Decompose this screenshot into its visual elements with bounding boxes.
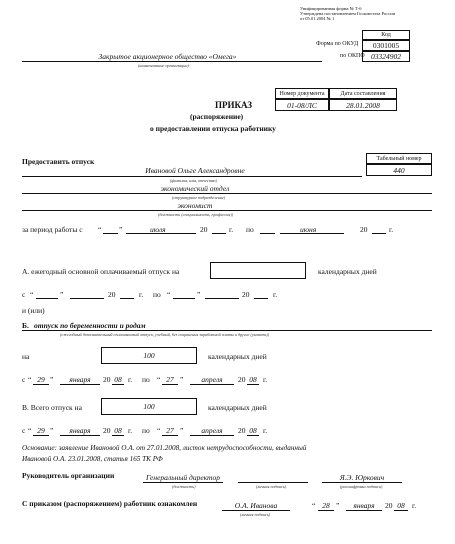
section-b-day1: 29 xyxy=(37,375,45,384)
head-sign-line xyxy=(238,482,308,483)
basis-line2: Ивановой О.А. 23.01.2008, статья 165 ТК РФ xyxy=(22,455,163,463)
section-v-days: 100 xyxy=(101,398,197,415)
acquainted-month-line xyxy=(346,510,382,511)
wp-g2: г. xyxy=(389,225,394,234)
section-v-y2-prefix: 20 xyxy=(238,426,246,435)
section-a-month2-line xyxy=(205,298,239,299)
wp-g1: г. xyxy=(229,225,234,234)
section-v-s: с xyxy=(22,426,26,435)
acquainted-month: января xyxy=(353,501,375,510)
okpo-label: по ОКПО xyxy=(340,53,365,59)
section-v-year2-line xyxy=(247,435,259,436)
section-a-days-box xyxy=(210,262,306,279)
head-name-line xyxy=(322,482,402,483)
form-header-line1: Унифицированная форма № Т-6 xyxy=(300,6,362,11)
section-b-day1-line xyxy=(33,384,49,385)
section-b-g2: г. xyxy=(263,375,268,384)
head-position-line xyxy=(143,482,223,483)
section-v-month2: апреля xyxy=(201,426,223,435)
section-b-days: 100 xyxy=(101,347,197,364)
acquainted-g: г. xyxy=(412,501,417,510)
section-v-month1-line xyxy=(60,435,100,436)
acquainted-sign-caption: (личная подпись) xyxy=(240,512,271,517)
section-a-s: с xyxy=(22,290,26,299)
section-v-day1: 29 xyxy=(37,426,45,435)
acquainted-label: С приказом (распоряжением) работник ознакомлен xyxy=(22,499,198,508)
section-a-g2: г. xyxy=(273,290,278,299)
employee-caption: (фамилия, имя, отчество) xyxy=(170,178,218,183)
section-v-label: В. Всего отпуск на xyxy=(22,403,82,412)
section-b-y1-prefix: 20 xyxy=(103,375,111,384)
organization-caption: (наименование организации) xyxy=(138,63,189,68)
section-v-g1: г. xyxy=(128,426,133,435)
head-position: Генеральный директор xyxy=(146,473,220,482)
and-or: и (или) xyxy=(22,306,45,315)
section-a-year2-line xyxy=(254,298,268,299)
tab-number: 440 xyxy=(366,164,432,176)
section-v-day1-line xyxy=(33,435,49,436)
wp-year2-prefix: 20 xyxy=(360,225,368,234)
doc-number: 01-08/ЛС xyxy=(275,99,329,111)
wp-year1-prefix: 20 xyxy=(200,225,208,234)
section-b-days-label: календарных дней xyxy=(208,352,267,361)
section-b-line xyxy=(22,330,432,331)
okud-label: Форма по ОКУД xyxy=(316,41,359,47)
section-v-y1-prefix: 20 xyxy=(103,426,111,435)
acquainted-sign-line xyxy=(222,510,290,511)
head-name: Я.Э. Юркович xyxy=(339,473,385,482)
section-v-g2: г. xyxy=(263,426,268,435)
form-header-line2: Утверждена постановлением Госкомстата России xyxy=(300,11,396,16)
section-v-year1: 08 xyxy=(114,426,122,435)
department-line xyxy=(22,193,432,194)
acquainted-day-line xyxy=(318,510,334,511)
employee-line xyxy=(22,176,362,177)
wp-year1-line xyxy=(212,233,226,234)
organization-line xyxy=(22,61,322,62)
section-a-label: А. ежегодный основной оплачиваемый отпуск на xyxy=(22,267,180,276)
section-a-y1: 20 xyxy=(108,290,116,299)
position: экономист xyxy=(177,201,213,210)
section-a-year1-line xyxy=(120,298,134,299)
section-b-month2-line xyxy=(190,384,234,385)
grant-label: Предоставить отпуск xyxy=(22,157,95,166)
section-v-day2-line xyxy=(162,435,178,436)
section-b-month1-line xyxy=(60,384,100,385)
department-caption: (структурное подразделение) xyxy=(172,195,226,200)
section-b-month2: апреля xyxy=(201,375,223,384)
section-v-year2: 08 xyxy=(249,426,257,435)
section-v-po: по xyxy=(142,426,150,435)
codes-header: Код xyxy=(362,30,410,40)
work-period-prefix: за период работы с xyxy=(22,225,83,234)
wp-po: по xyxy=(246,225,254,234)
order-about: о предоставлении отпуска работнику xyxy=(150,124,276,133)
wp-day1-line xyxy=(103,233,118,234)
department: экономический отдел xyxy=(160,184,230,193)
order-subtitle: (распоряжение) xyxy=(190,112,244,121)
okud-value: 0301005 xyxy=(362,40,410,51)
head-label: Руководитель организации xyxy=(22,471,115,480)
basis-line1: Основание: заявление Ивановой О.А. от 27.01.2008, листок нетрудоспособности, выданный xyxy=(22,444,307,452)
section-v-year1-line xyxy=(112,435,124,436)
section-b-day2: 27 xyxy=(166,375,174,384)
section-b-label: отпуск по беременности и родам xyxy=(34,321,146,330)
acquainted-y-prefix: 20 xyxy=(385,501,393,510)
section-a-g1: г. xyxy=(139,290,144,299)
section-b-day2-line xyxy=(162,384,178,385)
section-v-days-label: календарных дней xyxy=(208,403,267,412)
wp-day2-line xyxy=(260,233,275,234)
head-sign-caption: (личная подпись) xyxy=(256,484,287,489)
section-b-year2-line xyxy=(247,384,259,385)
wp-month2: июня xyxy=(300,225,317,234)
wp-month1: июля xyxy=(150,225,166,234)
section-v-month2-line xyxy=(190,435,234,436)
acquainted-signature: О.А. Иванова xyxy=(234,501,278,510)
section-b-s: с xyxy=(22,375,26,384)
position-caption: (должность (специальность, профессия)) xyxy=(158,212,234,217)
section-b-year2: 08 xyxy=(249,375,257,384)
section-a-y2: 20 xyxy=(242,290,250,299)
position-line xyxy=(22,210,432,211)
doc-date-header: Дата составления xyxy=(329,88,397,99)
section-b-g1: г. xyxy=(128,375,133,384)
okpo-value: 03324902 xyxy=(362,51,410,62)
section-b-na: на xyxy=(22,352,30,361)
order-title: ПРИКАЗ xyxy=(215,100,253,110)
section-b-month1: января xyxy=(69,375,91,384)
wp-year2-line xyxy=(372,233,386,234)
doc-number-header: Номер документа xyxy=(275,88,329,99)
doc-date: 28.01.2008 xyxy=(329,99,397,111)
tab-number-header: Табельный номер xyxy=(366,153,432,164)
section-v-day2: 27 xyxy=(166,426,174,435)
section-a-day2-line xyxy=(173,298,195,299)
section-b-year1-line xyxy=(112,384,124,385)
acquainted-year-line xyxy=(394,510,408,511)
section-b-y2-prefix: 20 xyxy=(238,375,246,384)
wp-quote-open: “ xyxy=(98,225,102,234)
wp-quote-close: ” xyxy=(119,225,123,234)
employee-name: Ивановой Ольге Александровне xyxy=(145,166,245,175)
head-position-caption: (должность) xyxy=(172,484,196,489)
section-b-year1: 08 xyxy=(114,375,122,384)
section-a-days-label: календарных дней xyxy=(318,267,377,276)
section-v-month1: января xyxy=(69,426,91,435)
section-b-letter: Б. xyxy=(22,321,29,330)
section-a-day1-line xyxy=(36,298,58,299)
section-b-po: по xyxy=(142,375,150,384)
organization-name: Закрытое акционерное общество «Омега» xyxy=(98,52,237,61)
section-a-po: по xyxy=(153,290,161,299)
acquainted-day: 28 xyxy=(322,501,330,510)
section-b-caption: (ежегодный дополнительный оплачиваемый отпуск, учебный, без сохранения заработной платы и другие (указать)) xyxy=(60,332,270,337)
acquainted-year: 08 xyxy=(397,501,405,510)
section-a-month1-line xyxy=(70,298,104,299)
form-header-line3: от 05.01.2004 № 1 xyxy=(300,16,335,21)
head-name-caption: (расшифровка подписи) xyxy=(340,484,383,489)
